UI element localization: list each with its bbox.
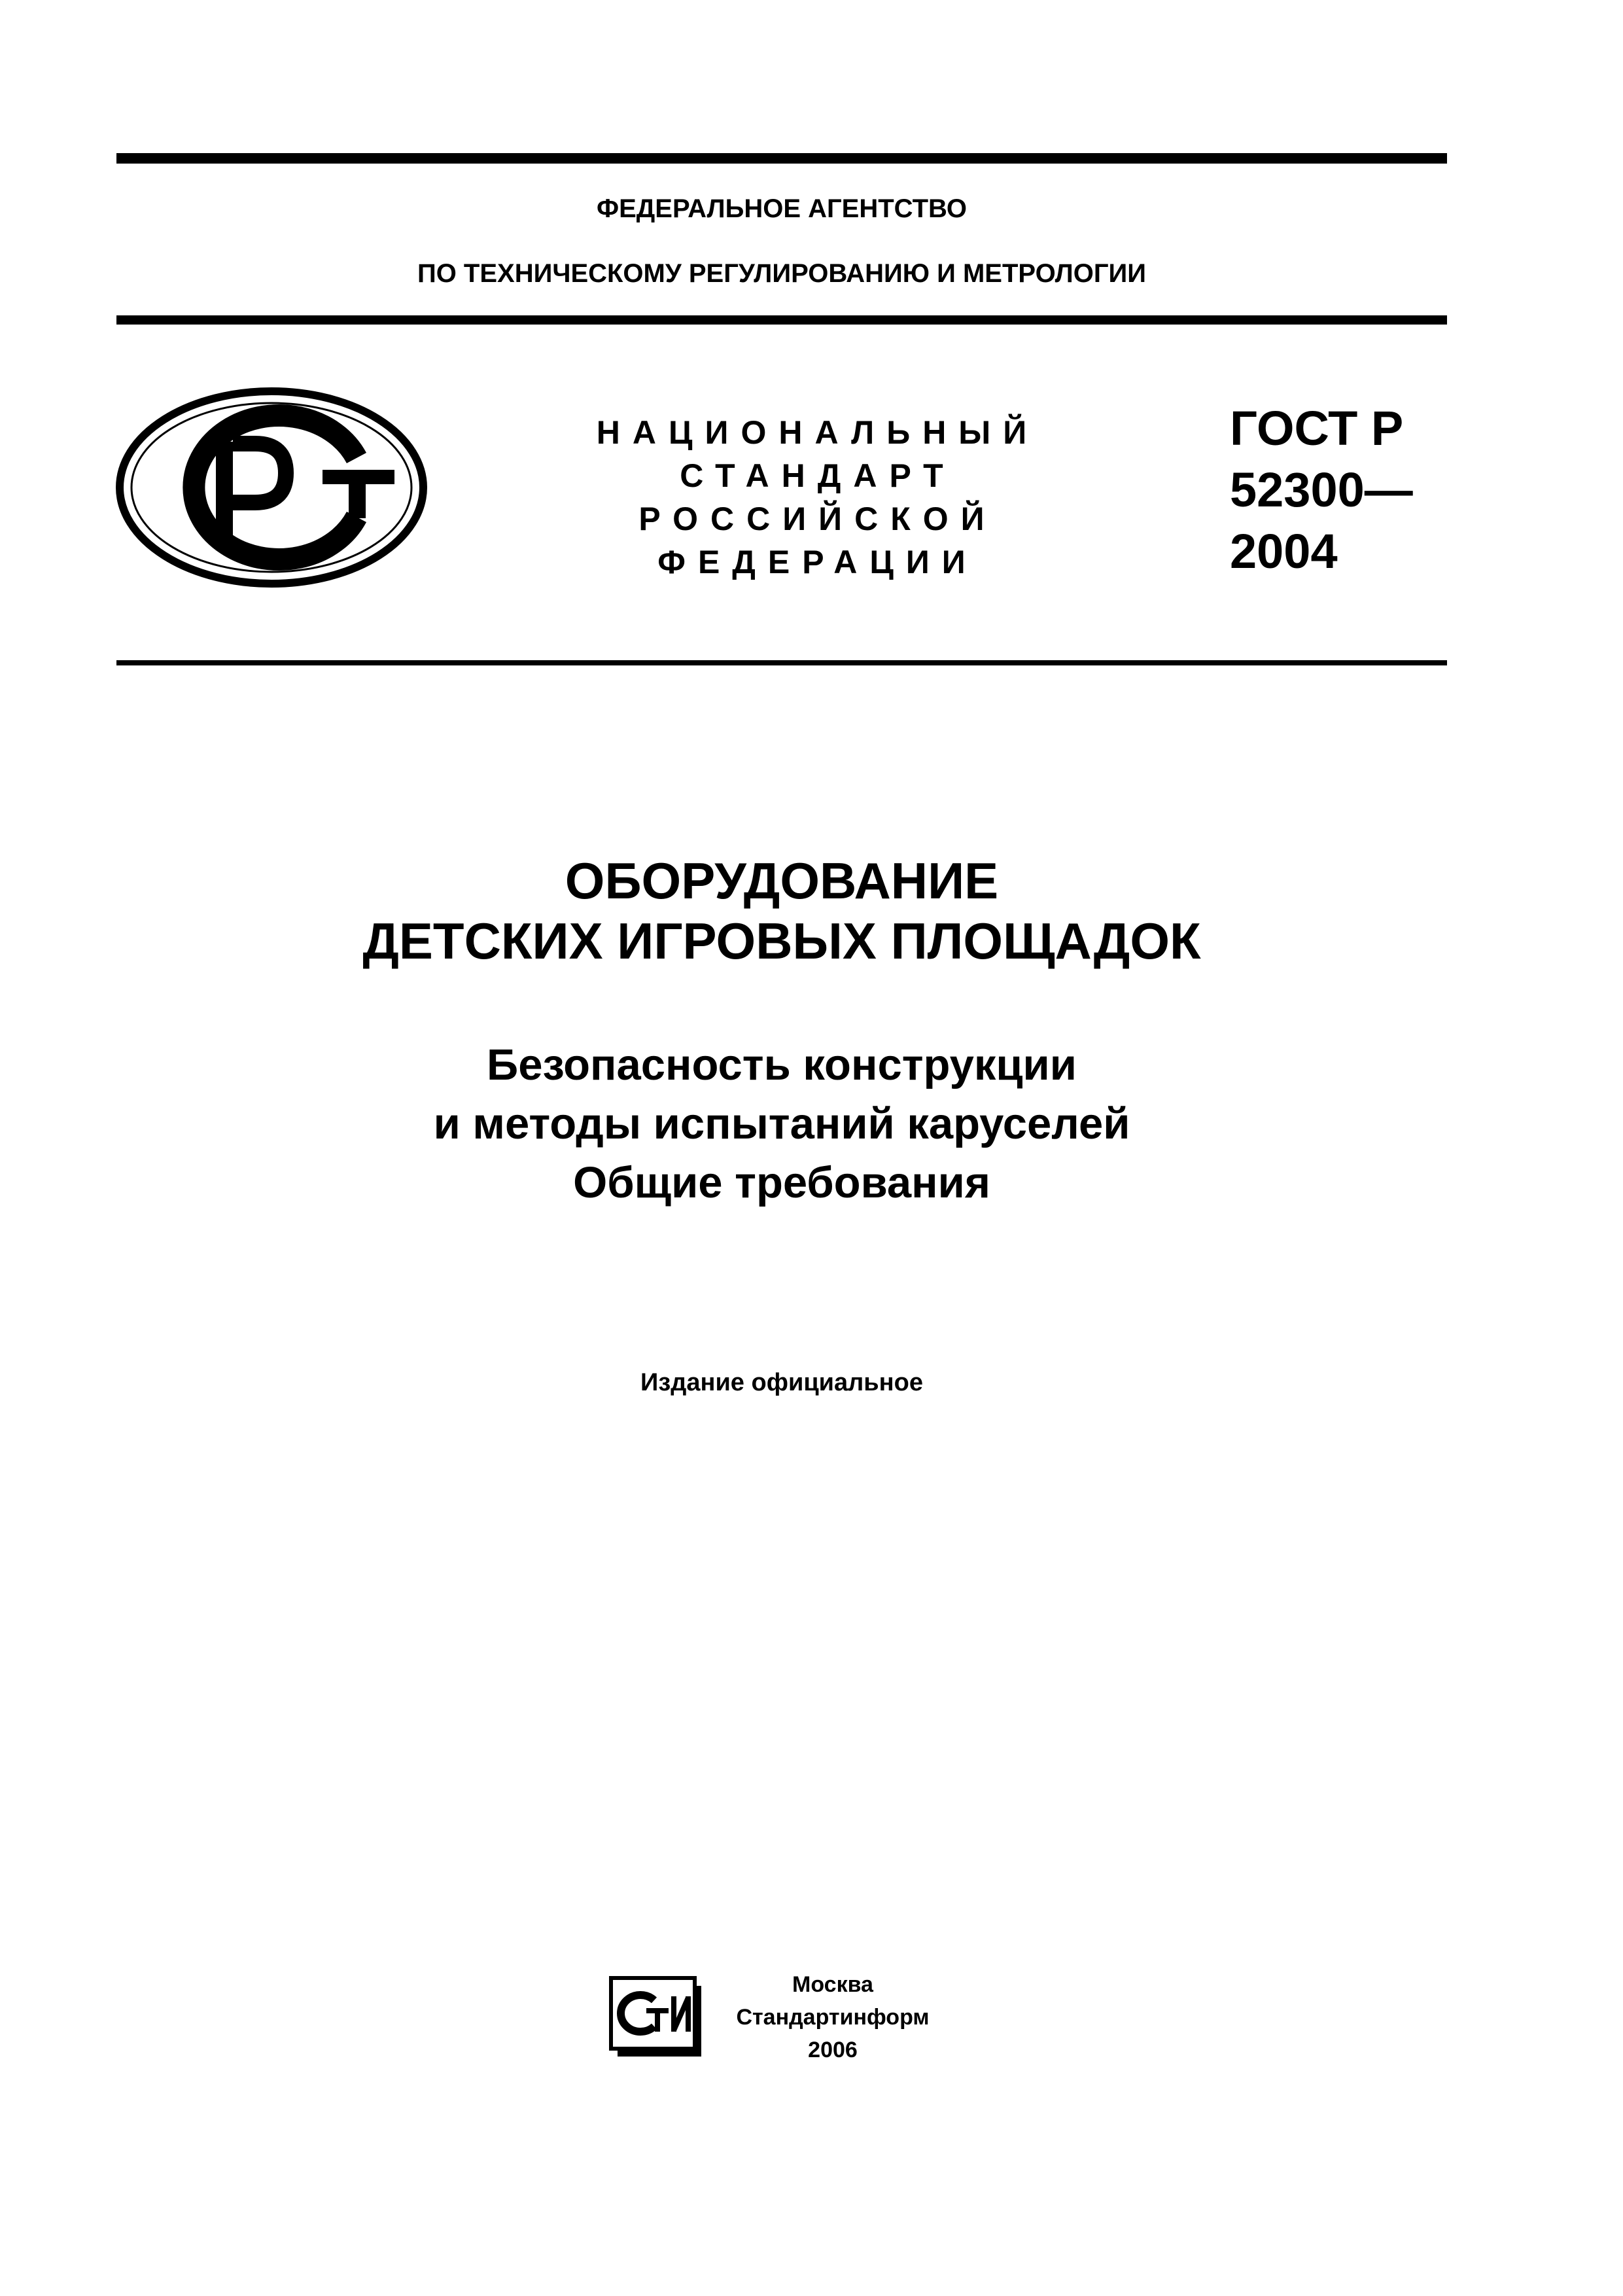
title-line1: ОБОРУДОВАНИЕ (565, 852, 999, 910)
standard-type-line4: ФЕДЕРАЦИИ (657, 544, 978, 580)
imprint-year: 2006 (808, 2038, 858, 2062)
standartinform-logo-icon (608, 1974, 705, 2060)
imprint-city: Москва (792, 1972, 873, 1997)
subtitle-line2: и методы испытаний каруселей (433, 1099, 1130, 1148)
title-line2: ДЕТСКИХ ИГРОВЫХ ПЛОЩАДОК (362, 912, 1201, 970)
bottom-rule (116, 660, 1447, 665)
imprint (725, 1968, 941, 2066)
rst-certification-logo-icon (114, 386, 428, 589)
standard-designation (1230, 398, 1452, 582)
middle-rule (116, 315, 1447, 325)
standard-type-line1: НАЦИОНАЛЬНЫЙ (596, 414, 1039, 451)
standard-type-label (576, 411, 1060, 584)
designation-line1: ГОСТ Р (1230, 401, 1404, 455)
document-subtitle (116, 1036, 1447, 1212)
standard-type-line3: РОССИЙСКОЙ (638, 501, 997, 537)
subtitle-line3: Общие требования (573, 1158, 990, 1207)
subtitle-line1: Безопасность конструкции (487, 1040, 1077, 1089)
designation-line3: 2004 (1230, 524, 1338, 578)
imprint-publisher: Стандартинформ (736, 2005, 930, 2030)
top-rule (116, 153, 1447, 164)
document-title (116, 851, 1447, 971)
agency-name-line1: ФЕДЕРАЛЬНОЕ АГЕНТСТВО (596, 194, 968, 223)
designation-line2: 52300— (1230, 463, 1413, 517)
edition-label: Издание официальное (640, 1369, 923, 1396)
agency-name-line2: ПО ТЕХНИЧЕСКОМУ РЕГУЛИРОВАНИЮ И МЕТРОЛОГИИ (417, 259, 1147, 288)
standard-type-line2: СТАНДАРТ (680, 457, 956, 494)
